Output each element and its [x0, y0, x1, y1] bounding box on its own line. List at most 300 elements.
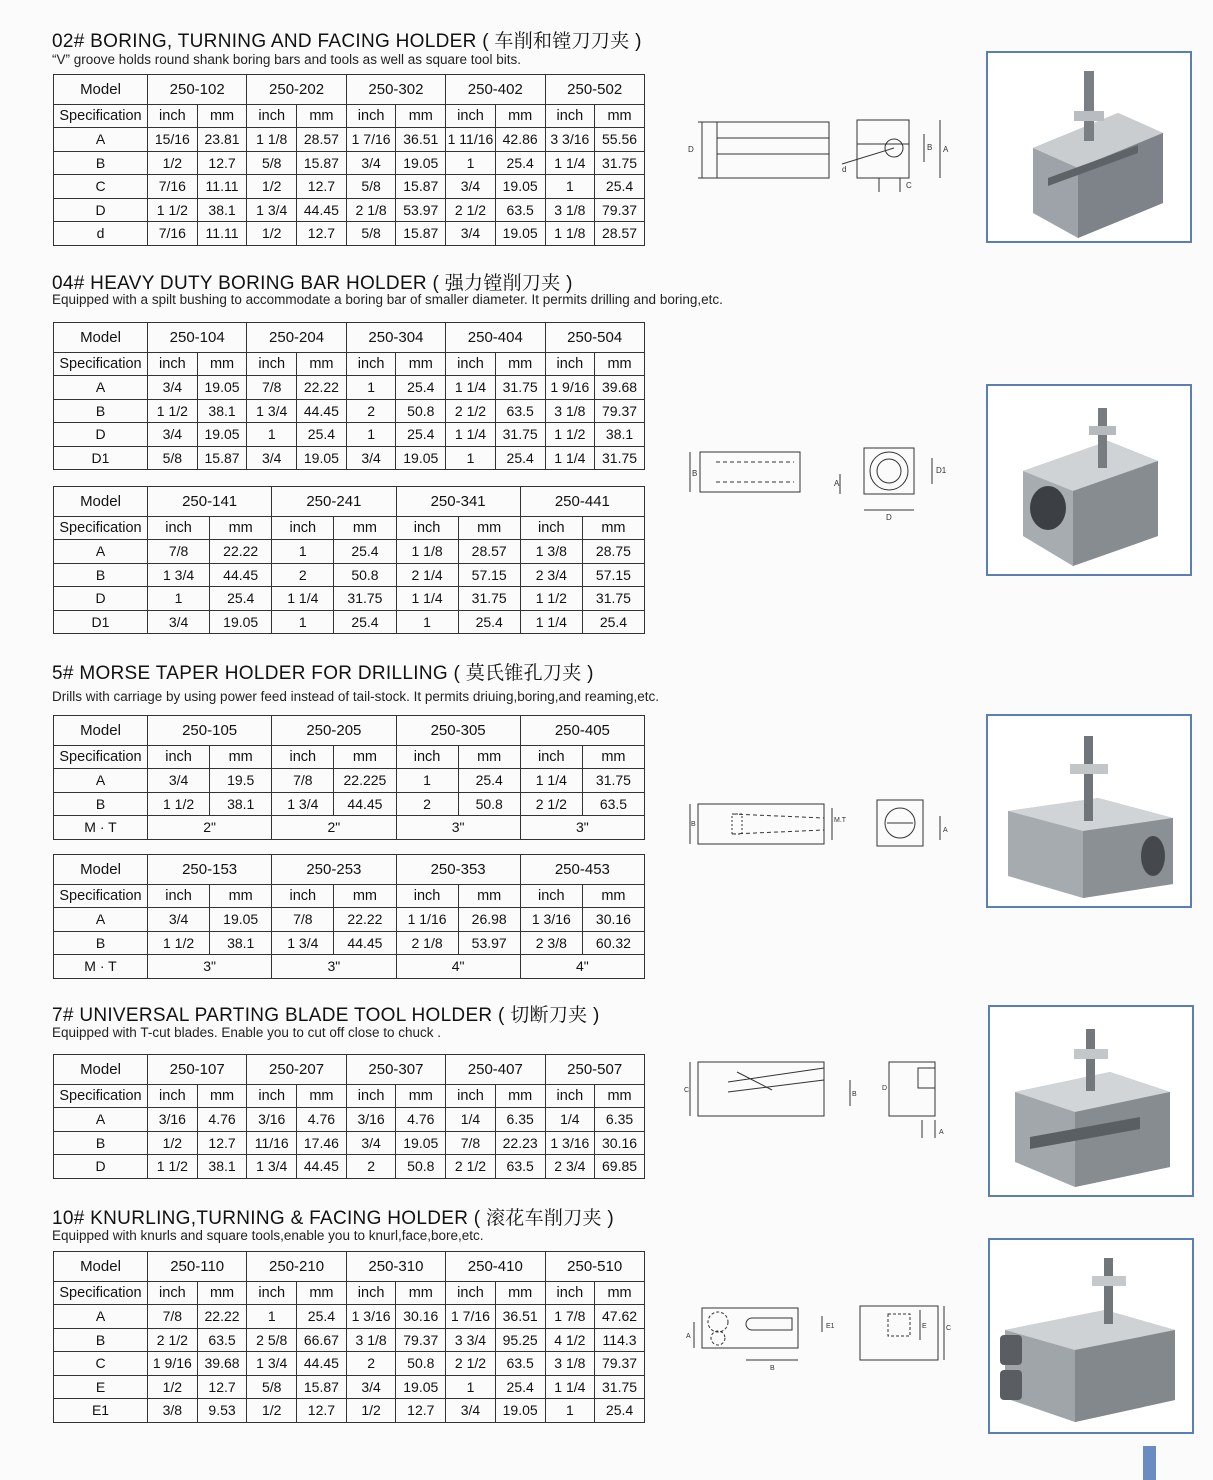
- table-cell: 2 1/8: [346, 198, 396, 222]
- table-cell: 1 3/16: [520, 908, 582, 932]
- unit-inch: inch: [545, 104, 595, 128]
- unit-inch: inch: [148, 1084, 198, 1108]
- unit-mm: mm: [495, 352, 545, 376]
- unit-inch: inch: [396, 884, 458, 908]
- table-cell: 19.05: [495, 222, 545, 246]
- row-label: D: [54, 587, 148, 611]
- table-cell: 44.45: [297, 1352, 347, 1376]
- specification-label: Specification: [54, 1281, 148, 1305]
- drawing-04: [682, 440, 952, 530]
- model-row: [54, 1252, 645, 1282]
- table-cell: 2 1/2: [148, 1328, 198, 1352]
- model-number: 250-205: [272, 716, 396, 746]
- model-number: 250-453: [520, 855, 644, 885]
- spec-table-05a: [53, 715, 645, 840]
- row-label: A: [54, 128, 148, 152]
- table-cell: 15.87: [396, 222, 446, 246]
- table-cell: 25.4: [495, 1375, 545, 1399]
- table-cell: 28.57: [297, 128, 347, 152]
- table-row: [54, 175, 645, 199]
- unit-inch: inch: [247, 1084, 297, 1108]
- table-cell: 44.45: [297, 399, 347, 423]
- model-row: [54, 1055, 645, 1085]
- table-cell: 1: [272, 540, 334, 564]
- model-number: 250-353: [396, 855, 520, 885]
- specification-label: Specification: [54, 1084, 148, 1108]
- table-row: [54, 1155, 645, 1179]
- table-cell: 1 3/16: [346, 1305, 396, 1329]
- row-label: D1: [54, 610, 148, 634]
- morse-taper-row: [54, 955, 645, 979]
- model-label: Model: [54, 1055, 148, 1085]
- table-cell: 4": [396, 955, 520, 979]
- table-cell: 42.86: [495, 128, 545, 152]
- table-cell: 5/8: [346, 222, 396, 246]
- table-row: [54, 908, 645, 932]
- table-cell: 12.7: [297, 1399, 347, 1423]
- table-row: [54, 198, 645, 222]
- table-cell: 3/4: [346, 1131, 396, 1155]
- table-cell: 31.75: [582, 587, 644, 611]
- table-cell: 2": [148, 816, 272, 840]
- unit-mm: mm: [396, 104, 446, 128]
- table-cell: 25.4: [595, 175, 645, 199]
- table-cell: 1: [396, 769, 458, 793]
- table-cell: 44.45: [334, 792, 396, 816]
- table-cell: 38.1: [210, 931, 272, 955]
- table-cell: 15.87: [297, 151, 347, 175]
- table-cell: 26.98: [458, 908, 520, 932]
- unit-mm: mm: [197, 352, 247, 376]
- table-cell: 22.22: [210, 540, 272, 564]
- table-cell: 3/4: [148, 769, 210, 793]
- table-cell: 79.37: [595, 198, 645, 222]
- unit-mm: mm: [495, 1281, 545, 1305]
- section-desc-10: Equipped with knurls and square tools,enable you to knurl,face,bore,etc.: [52, 1228, 484, 1243]
- table-cell: 25.4: [582, 610, 644, 634]
- unit-mm: mm: [458, 884, 520, 908]
- model-number: 250-253: [272, 855, 396, 885]
- table-cell: 38.1: [197, 1155, 247, 1179]
- table-cell: 2 1/2: [446, 399, 496, 423]
- table-cell: 1 1/2: [520, 587, 582, 611]
- section-desc-04: Equipped with a spilt bushing to accommodate a boring bar of smaller diameter. It permits drilling and boring,etc.: [52, 292, 723, 307]
- unit-inch: inch: [396, 745, 458, 769]
- table-cell: 1 1/4: [520, 610, 582, 634]
- unit-inch: inch: [346, 1084, 396, 1108]
- table-cell: 15/16: [148, 128, 198, 152]
- specification-label: Specification: [54, 516, 148, 540]
- table-cell: 1/4: [545, 1108, 595, 1132]
- table-cell: 19.05: [495, 175, 545, 199]
- unit-inch: inch: [148, 352, 198, 376]
- table-cell: 31.75: [495, 376, 545, 400]
- table-cell: 2: [396, 792, 458, 816]
- model-number: 250-207: [247, 1055, 346, 1085]
- table-cell: 11/16: [247, 1131, 297, 1155]
- table-cell: 63.5: [495, 399, 545, 423]
- table-cell: 1 1/4: [446, 423, 496, 447]
- table-cell: 3/4: [247, 446, 297, 470]
- table-cell: 22.225: [334, 769, 396, 793]
- table-cell: 1: [446, 446, 496, 470]
- spec-table-02: [53, 74, 645, 246]
- table-cell: 55.56: [595, 128, 645, 152]
- table-cell: 1 7/8: [545, 1305, 595, 1329]
- row-label: D: [54, 1155, 148, 1179]
- table-cell: 7/16: [148, 222, 198, 246]
- table-cell: 22.22: [334, 908, 396, 932]
- table-cell: 1: [247, 423, 297, 447]
- table-cell: 1/2: [346, 1399, 396, 1423]
- table-cell: 3/4: [346, 151, 396, 175]
- table-row: [54, 376, 645, 400]
- section-desc-02: “V” groove holds round shank boring bars and tools as well as square tool bits.: [52, 52, 522, 67]
- table-cell: 1: [446, 1375, 496, 1399]
- table-cell: 19.5: [210, 769, 272, 793]
- unit-mm: mm: [297, 1281, 347, 1305]
- table-cell: 19.05: [210, 908, 272, 932]
- row-label: M · T: [54, 816, 148, 840]
- table-row: [54, 1108, 645, 1132]
- table-cell: 3/4: [148, 908, 210, 932]
- table-cell: 12.7: [197, 1131, 247, 1155]
- product-photo-04: [986, 384, 1192, 576]
- table-cell: 25.4: [495, 151, 545, 175]
- dim-label: D: [688, 145, 694, 154]
- model-number: 250-504: [545, 323, 644, 353]
- table-cell: 1 11/16: [446, 128, 496, 152]
- table-cell: 69.85: [595, 1155, 645, 1179]
- table-cell: 22.22: [197, 1305, 247, 1329]
- model-number: 250-105: [148, 716, 272, 746]
- spec-table-10: [53, 1251, 645, 1423]
- table-cell: 12.7: [297, 222, 347, 246]
- table-cell: 3": [520, 816, 644, 840]
- table-cell: 6.35: [495, 1108, 545, 1132]
- table-cell: 1: [148, 587, 210, 611]
- unit-inch: inch: [396, 516, 458, 540]
- table-cell: 3/8: [148, 1399, 198, 1423]
- unit-mm: mm: [582, 516, 644, 540]
- table-cell: 114.3: [595, 1328, 645, 1352]
- unit-inch: inch: [148, 884, 210, 908]
- table-cell: 2 1/2: [446, 1155, 496, 1179]
- model-number: 250-507: [545, 1055, 644, 1085]
- table-cell: 25.4: [458, 610, 520, 634]
- table-cell: 63.5: [582, 792, 644, 816]
- table-cell: 1 3/4: [247, 399, 297, 423]
- model-number: 250-502: [545, 75, 644, 105]
- specification-label: Specification: [54, 104, 148, 128]
- table-row: [54, 1352, 645, 1376]
- table-cell: 30.16: [582, 908, 644, 932]
- unit-inch: inch: [148, 745, 210, 769]
- table-cell: 25.4: [396, 423, 446, 447]
- table-cell: 53.97: [396, 198, 446, 222]
- table-cell: 3/4: [346, 1375, 396, 1399]
- table-cell: 63.5: [495, 1155, 545, 1179]
- table-cell: 63.5: [197, 1328, 247, 1352]
- table-cell: 19.05: [495, 1399, 545, 1423]
- table-cell: 6.35: [595, 1108, 645, 1132]
- table-cell: 38.1: [197, 399, 247, 423]
- model-label: Model: [54, 855, 148, 885]
- table-cell: 1/2: [247, 1399, 297, 1423]
- table-cell: 3 1/8: [545, 399, 595, 423]
- section-desc-07: Equipped with T-cut blades. Enable you to cut off close to chuck .: [52, 1025, 441, 1040]
- unit-mm: mm: [396, 1281, 446, 1305]
- table-cell: 2: [346, 1155, 396, 1179]
- table-cell: 12.7: [197, 151, 247, 175]
- row-label: C: [54, 175, 148, 199]
- unit-mm: mm: [197, 1281, 247, 1305]
- row-label: A: [54, 1108, 148, 1132]
- drawing-02: [682, 112, 952, 202]
- unit-mm: mm: [458, 745, 520, 769]
- table-cell: 22.22: [297, 376, 347, 400]
- table-cell: 2 5/8: [247, 1328, 297, 1352]
- table-cell: 28.75: [582, 540, 644, 564]
- dim-label: D: [882, 1085, 888, 1092]
- model-number: 250-304: [346, 323, 445, 353]
- table-cell: 44.45: [210, 563, 272, 587]
- dim-label: B: [927, 143, 933, 152]
- model-number: 250-441: [520, 487, 644, 517]
- unit-row: [54, 745, 645, 769]
- unit-row: [54, 1281, 645, 1305]
- unit-inch: inch: [446, 1281, 496, 1305]
- specification-label: Specification: [54, 884, 148, 908]
- unit-mm: mm: [595, 1084, 645, 1108]
- dim-label: d: [842, 165, 847, 174]
- product-photo-05: [986, 714, 1192, 908]
- table-cell: 15.87: [297, 1375, 347, 1399]
- row-label: E1: [54, 1399, 148, 1423]
- unit-mm: mm: [210, 745, 272, 769]
- table-cell: 3 1/8: [545, 1352, 595, 1376]
- table-cell: 1 1/8: [247, 128, 297, 152]
- section-desc-05: Drills with carriage by using power feed instead of tail-stock. It permits driuing,boring,and reaming,etc.: [52, 689, 660, 704]
- table-row: [54, 128, 645, 152]
- table-cell: 47.62: [595, 1305, 645, 1329]
- table-cell: 3/4: [446, 222, 496, 246]
- unit-mm: mm: [595, 352, 645, 376]
- unit-inch: inch: [272, 884, 334, 908]
- table-cell: 1/2: [148, 151, 198, 175]
- model-label: Model: [54, 323, 148, 353]
- model-row: [54, 75, 645, 105]
- table-cell: 44.45: [297, 198, 347, 222]
- section-title-10: 10# KNURLING,TURNING & FACING HOLDER ( 滚花车削刀夹 ): [52, 1208, 615, 1229]
- table-cell: 50.8: [458, 792, 520, 816]
- table-cell: 63.5: [495, 198, 545, 222]
- table-cell: 3/16: [148, 1108, 198, 1132]
- table-cell: 5/8: [247, 1375, 297, 1399]
- table-cell: 1 1/2: [148, 1155, 198, 1179]
- unit-inch: inch: [446, 104, 496, 128]
- dim-label: M.T: [834, 817, 847, 824]
- model-label: Model: [54, 75, 148, 105]
- row-label: D1: [54, 446, 148, 470]
- table-cell: 1 3/4: [247, 1155, 297, 1179]
- unit-mm: mm: [197, 1084, 247, 1108]
- unit-mm: mm: [495, 1084, 545, 1108]
- table-cell: 4.76: [197, 1108, 247, 1132]
- table-cell: 25.4: [334, 540, 396, 564]
- table-cell: 38.1: [197, 198, 247, 222]
- unit-mm: mm: [197, 104, 247, 128]
- unit-row: [54, 884, 645, 908]
- model-row: [54, 855, 645, 885]
- table-cell: 1 3/4: [148, 563, 210, 587]
- model-number: 250-102: [148, 75, 247, 105]
- table-cell: 3/4: [346, 446, 396, 470]
- table-cell: 44.45: [334, 931, 396, 955]
- row-label: A: [54, 540, 148, 564]
- table-cell: 1 1/4: [272, 587, 334, 611]
- unit-inch: inch: [446, 352, 496, 376]
- table-cell: 1 1/2: [148, 931, 210, 955]
- table-cell: 1 1/8: [545, 222, 595, 246]
- page-edge-tab: [1143, 1446, 1156, 1480]
- row-label: B: [54, 1131, 148, 1155]
- unit-inch: inch: [520, 884, 582, 908]
- dim-label: D: [886, 513, 892, 522]
- unit-row: [54, 1084, 645, 1108]
- dim-label: E1: [826, 1323, 835, 1330]
- table-cell: 79.37: [595, 1352, 645, 1376]
- dim-label: A: [943, 827, 948, 834]
- table-row: [54, 222, 645, 246]
- table-cell: 28.57: [595, 222, 645, 246]
- table-cell: 1/2: [247, 175, 297, 199]
- row-label: B: [54, 399, 148, 423]
- table-row: [54, 540, 645, 564]
- table-cell: 3": [396, 816, 520, 840]
- model-label: Model: [54, 716, 148, 746]
- unit-mm: mm: [595, 1281, 645, 1305]
- row-label: C: [54, 1352, 148, 1376]
- table-cell: 38.1: [210, 792, 272, 816]
- table-cell: 5/8: [346, 175, 396, 199]
- table-row: [54, 151, 645, 175]
- table-cell: 15.87: [396, 175, 446, 199]
- table-cell: 1/2: [148, 1375, 198, 1399]
- product-photo-07: [988, 1005, 1194, 1197]
- row-label: M · T: [54, 955, 148, 979]
- table-cell: 2": [272, 816, 396, 840]
- table-cell: 1: [545, 175, 595, 199]
- unit-inch: inch: [545, 352, 595, 376]
- drawing-05: [682, 796, 952, 861]
- table-cell: 3 1/8: [346, 1328, 396, 1352]
- table-cell: 53.97: [458, 931, 520, 955]
- table-cell: 38.1: [595, 423, 645, 447]
- table-cell: 1 1/4: [545, 446, 595, 470]
- table-cell: 1 7/16: [346, 128, 396, 152]
- unit-inch: inch: [247, 104, 297, 128]
- table-cell: 7/16: [148, 175, 198, 199]
- table-cell: 57.15: [582, 563, 644, 587]
- unit-inch: inch: [148, 516, 210, 540]
- row-label: B: [54, 151, 148, 175]
- unit-mm: mm: [396, 1084, 446, 1108]
- unit-inch: inch: [148, 1281, 198, 1305]
- unit-inch: inch: [247, 1281, 297, 1305]
- row-label: A: [54, 769, 148, 793]
- unit-mm: mm: [334, 516, 396, 540]
- table-cell: 3/4: [148, 423, 198, 447]
- model-number: 250-210: [247, 1252, 346, 1282]
- table-row: [54, 610, 645, 634]
- table-cell: 3": [272, 955, 396, 979]
- table-cell: 1 1/4: [446, 376, 496, 400]
- morse-taper-row: [54, 816, 645, 840]
- model-number: 250-241: [272, 487, 396, 517]
- table-cell: 12.7: [197, 1375, 247, 1399]
- table-cell: 25.4: [495, 446, 545, 470]
- spec-table-04a: [53, 322, 645, 470]
- dim-label: B: [852, 1091, 857, 1098]
- table-cell: 25.4: [297, 423, 347, 447]
- row-label: A: [54, 376, 148, 400]
- model-number: 250-410: [446, 1252, 545, 1282]
- unit-row: [54, 352, 645, 376]
- table-cell: 2: [346, 399, 396, 423]
- model-number: 250-302: [346, 75, 445, 105]
- table-cell: 1: [446, 151, 496, 175]
- model-number: 250-405: [520, 716, 644, 746]
- table-cell: 79.37: [595, 399, 645, 423]
- table-cell: 5/8: [247, 151, 297, 175]
- unit-inch: inch: [272, 745, 334, 769]
- model-number: 250-305: [396, 716, 520, 746]
- table-cell: 1 3/16: [545, 1131, 595, 1155]
- table-cell: 39.68: [595, 376, 645, 400]
- table-cell: 1 1/4: [545, 151, 595, 175]
- table-cell: 1 9/16: [545, 376, 595, 400]
- unit-mm: mm: [210, 884, 272, 908]
- table-cell: 31.75: [495, 423, 545, 447]
- spec-table-07: [53, 1054, 645, 1179]
- dim-label: C: [946, 1325, 952, 1332]
- table-cell: 4 1/2: [545, 1328, 595, 1352]
- table-cell: 7/8: [446, 1131, 496, 1155]
- table-row: [54, 1305, 645, 1329]
- table-cell: 12.7: [297, 175, 347, 199]
- table-cell: 1 1/16: [396, 908, 458, 932]
- table-cell: 2 1/4: [396, 563, 458, 587]
- table-cell: 7/8: [247, 376, 297, 400]
- drawing-07: [682, 1056, 952, 1146]
- table-cell: 1: [396, 610, 458, 634]
- unit-mm: mm: [210, 516, 272, 540]
- model-row: [54, 716, 645, 746]
- model-label: Model: [54, 487, 148, 517]
- table-cell: 3/4: [148, 376, 198, 400]
- table-cell: 3": [148, 955, 272, 979]
- unit-inch: inch: [148, 104, 198, 128]
- model-number: 250-202: [247, 75, 346, 105]
- table-cell: 3/4: [446, 1399, 496, 1423]
- table-cell: 30.16: [396, 1305, 446, 1329]
- table-cell: 19.05: [396, 446, 446, 470]
- table-cell: 28.57: [458, 540, 520, 564]
- dim-label: A: [939, 1129, 944, 1136]
- dim-label: A: [943, 145, 949, 154]
- unit-inch: inch: [272, 516, 334, 540]
